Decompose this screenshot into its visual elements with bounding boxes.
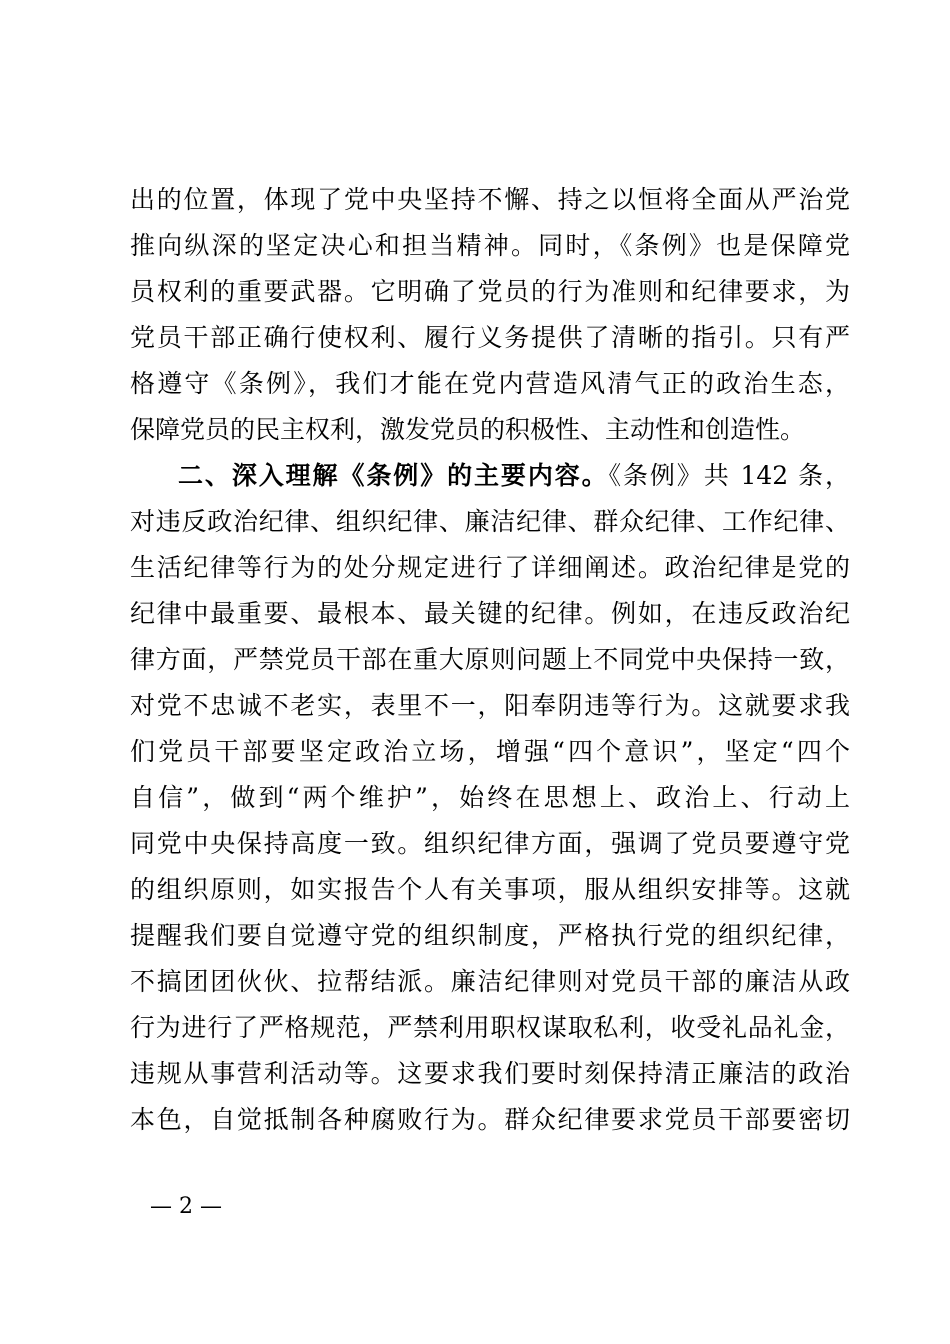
body-text-line: 不搞团团伙伙、拉帮结派。廉洁纪律则对党员干部的廉洁从政	[130, 967, 850, 996]
body-text-line: 党员干部正确行使权利、履行义务提供了清晰的指引。只有严	[130, 323, 850, 352]
body-text-line: 格遵守《条例》，我们才能在党内营造风清气正的政治生态，	[130, 369, 850, 398]
section-heading: 二、深入理解《条例》的主要内容。	[178, 461, 609, 490]
body-text-line: 生活纪律等行为的处分规定进行了详细阐述。政治纪律是党的	[130, 553, 850, 582]
page-number: — 2 —	[150, 1194, 222, 1219]
body-text-line: 违规从事营利活动等。这要求我们要时刻保持清正廉洁的政治	[130, 1059, 850, 1088]
body-text-line: 自信”，做到“两个维护”，始终在思想上、政治上、行动上	[130, 783, 850, 812]
body-text-line: 本色，自觉抵制各种腐败行为。群众纪律要求党员干部要密切	[130, 1105, 850, 1134]
body-text-line: 行为进行了严格规范，严禁利用职权谋取私利，收受礼品礼金，	[130, 1013, 850, 1042]
body-text-line: 保障党员的民主权利，激发党员的积极性、主动性和创造性。	[130, 415, 806, 444]
section-intro-text: 《条例》共 142 条，	[608, 461, 850, 490]
body-text-line: 律方面，严禁党员干部在重大原则问题上不同党中央保持一致，	[130, 645, 850, 674]
body-text-line: 对党不忠诚不老实，表里不一，阳奉阴违等行为。这就要求我	[130, 691, 850, 720]
body-text-line: 推向纵深的坚定决心和担当精神。同时，《条例》也是保障党	[130, 231, 850, 260]
body-text-line: 对违反政治纪律、组织纪律、廉洁纪律、群众纪律、工作纪律、	[130, 507, 850, 536]
body-text-line: 出的位置，体现了党中央坚持不懈、持之以恒将全面从严治党	[130, 185, 850, 214]
body-text-line: 纪律中最重要、最根本、最关键的纪律。例如，在违反政治纪	[130, 599, 850, 628]
section-heading-line	[178, 454, 850, 498]
body-text-line: 提醒我们要自觉遵守党的组织制度，严格执行党的组织纪律，	[130, 921, 850, 950]
body-text-line: 们党员干部要坚定政治立场，增强“四个意识”，坚定“四个	[130, 737, 850, 766]
body-text-line: 员权利的重要武器。它明确了党员的行为准则和纪律要求，为	[130, 277, 850, 306]
body-text-line: 同党中央保持高度一致。组织纪律方面，强调了党员要遵守党	[130, 829, 850, 858]
body-text-line: 的组织原则，如实报告个人有关事项，服从组织安排等。这就	[130, 875, 850, 904]
